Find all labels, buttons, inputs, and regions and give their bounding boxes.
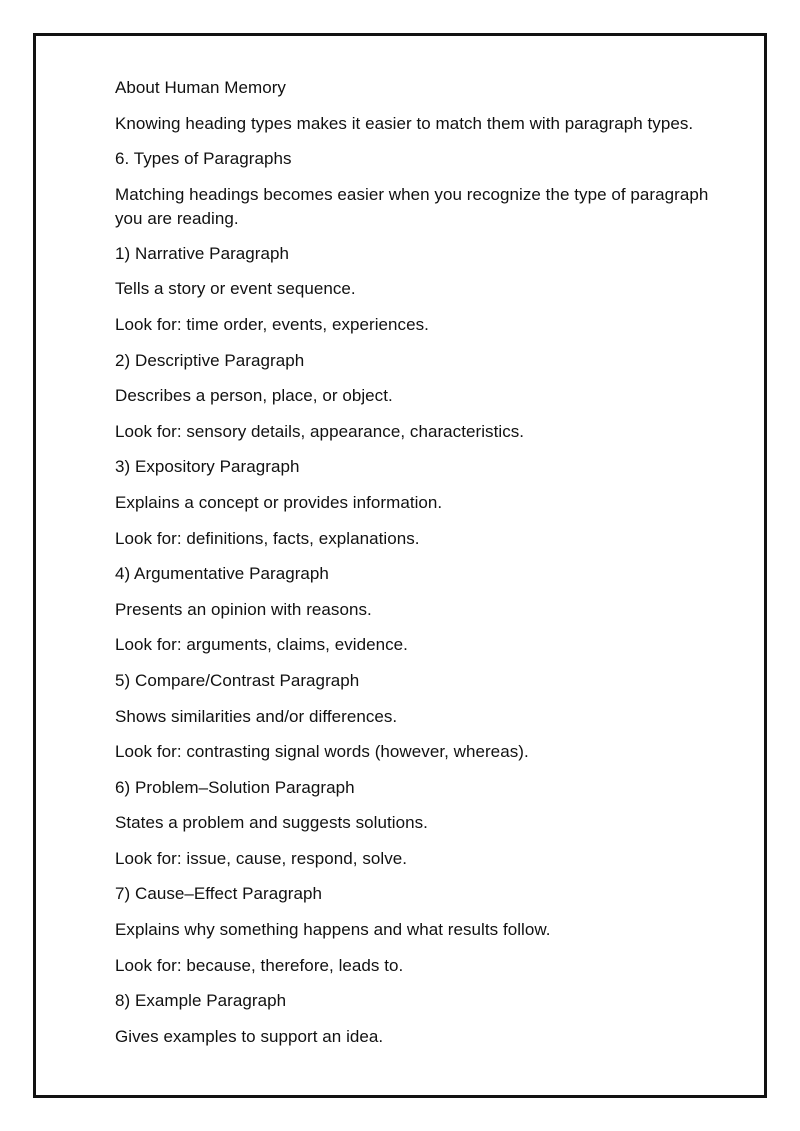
paragraph-type-look-for: Look for: contrasting signal words (however, whereas). <box>115 742 529 762</box>
paragraph-type-description: Presents an opinion with reasons. <box>115 599 372 619</box>
paragraph-type-heading: 1) Narrative Paragraph <box>115 243 290 263</box>
paragraph-type-look-for: Look for: definitions, facts, explanations. <box>115 528 420 548</box>
paragraph-type-heading: 2) Descriptive Paragraph <box>115 350 305 370</box>
paragraph-type-look-for: Look for: sensory details, appearance, characteristics. <box>115 421 525 441</box>
section-intro: Matching headings becomes easier when you recognize the type of paragraph you are reading. <box>115 184 709 228</box>
paragraph-type-description: Gives examples to support an idea. <box>115 1026 384 1046</box>
paragraph-type-heading: 5) Compare/Contrast Paragraph <box>115 670 360 690</box>
paragraph-type-description: States a problem and suggests solutions. <box>115 813 428 833</box>
paragraph-type-heading: 8) Example Paragraph <box>115 991 287 1011</box>
paragraph-type-heading: 3) Expository Paragraph <box>115 457 300 477</box>
section-heading: 6. Types of Paragraphs <box>115 149 292 169</box>
paragraph-type-look-for: Look for: arguments, claims, evidence. <box>115 635 408 655</box>
paragraph-type-look-for: Look for: because, therefore, leads to. <box>115 955 404 975</box>
paragraph-type-look-for: Look for: time order, events, experiences. <box>115 314 429 334</box>
paragraph-type-heading: 6) Problem–Solution Paragraph <box>115 777 355 797</box>
paragraph-type-description: Explains a concept or provides information. <box>115 492 443 512</box>
paragraph-type-description: Describes a person, place, or object. <box>115 386 393 406</box>
paragraph-type-heading: 4) Argumentative Paragraph <box>115 564 329 584</box>
paragraph-type-look-for: Look for: issue, cause, respond, solve. <box>115 848 408 868</box>
document-title: About Human Memory <box>115 78 286 97</box>
paragraph-type-heading: 7) Cause–Effect Paragraph <box>115 884 322 904</box>
paragraph-type-description: Explains why something happens and what results follow. <box>115 920 551 940</box>
paragraph-type-description: Tells a story or event sequence. <box>115 279 356 299</box>
paragraph-type-description: Shows similarities and/or differences. <box>115 706 398 726</box>
document-body <box>115 76 725 1060</box>
intro-text: Knowing heading types makes it easier to match them with paragraph types. <box>115 113 694 133</box>
